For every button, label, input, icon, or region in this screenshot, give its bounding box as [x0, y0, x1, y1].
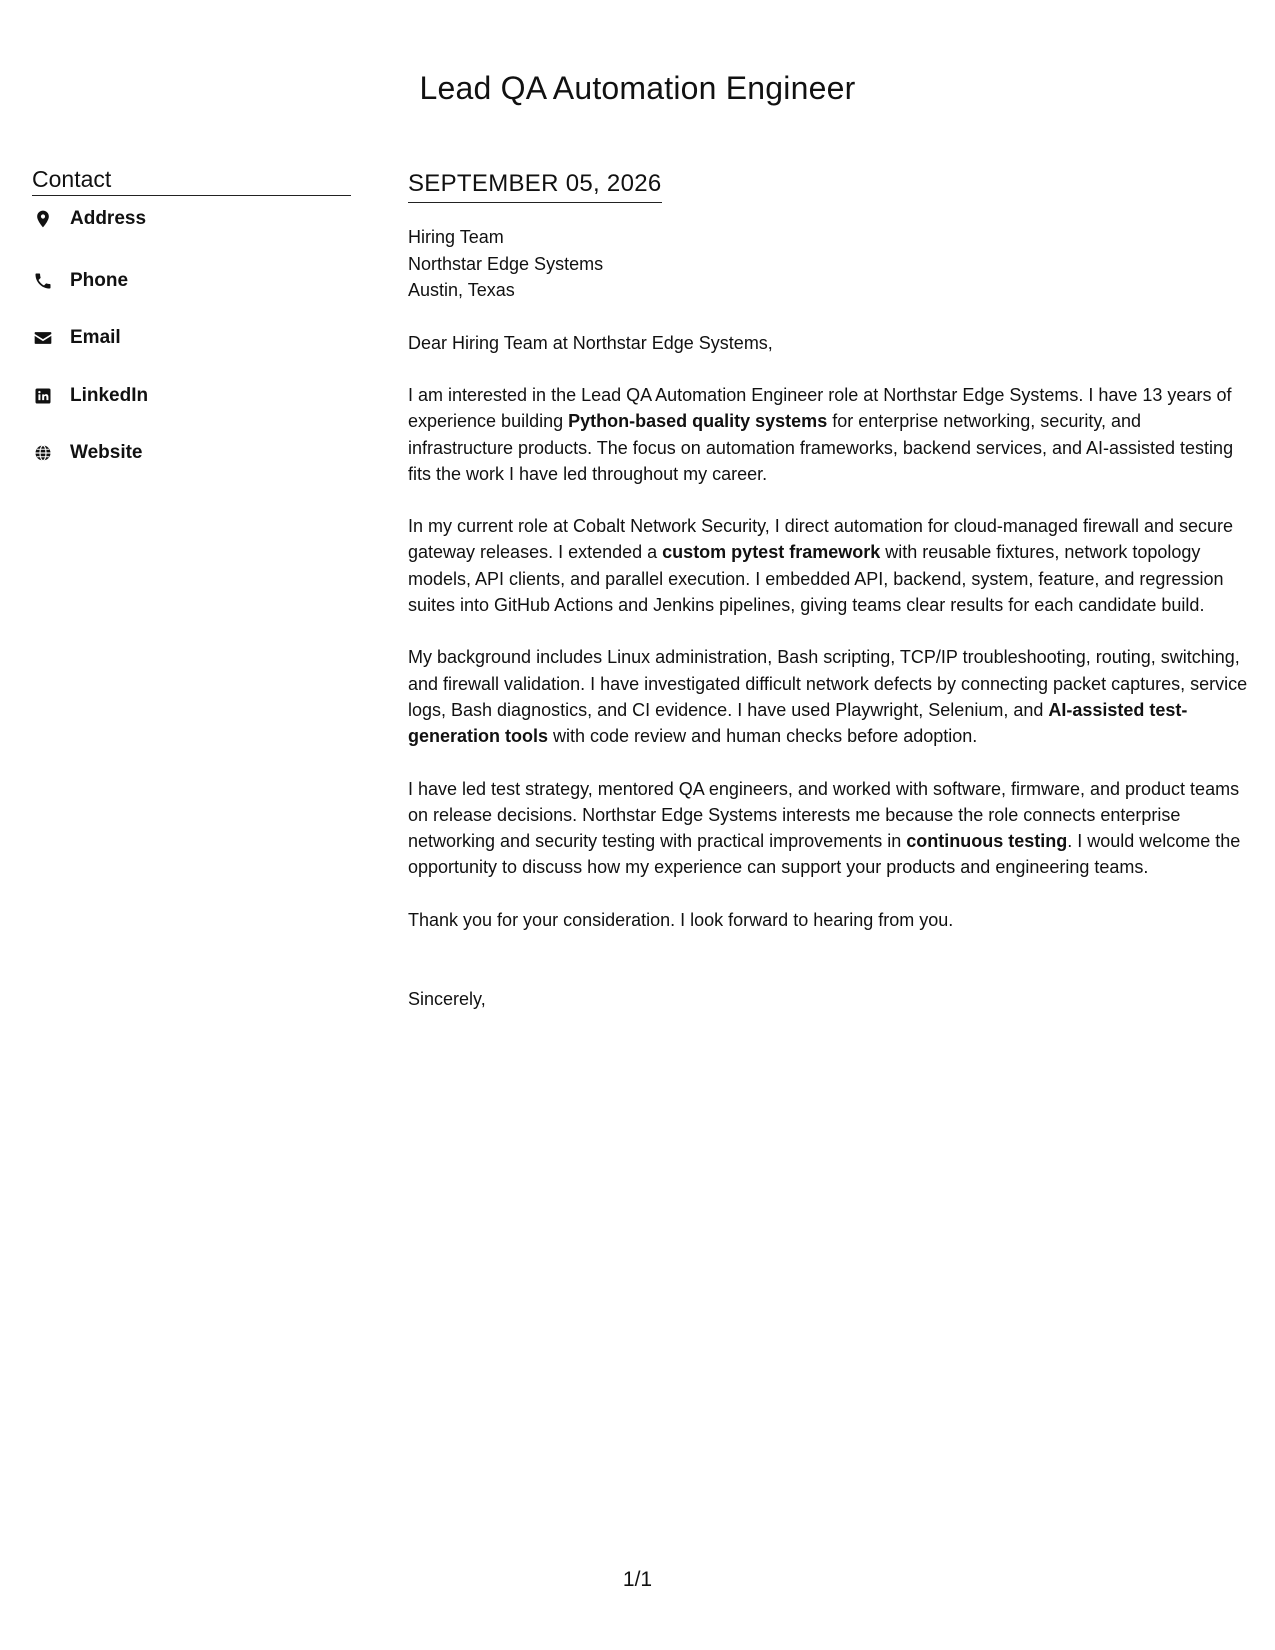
- envelope-icon: [32, 327, 54, 349]
- paragraph-text: with code review and human checks before adoption.: [548, 726, 978, 747]
- paragraph-text: Thank you for your consideration. I look forward to hearing from you.: [408, 909, 954, 930]
- body-paragraph: [408, 644, 1248, 749]
- map-pin-icon: [32, 208, 54, 230]
- recipient-line: Austin, Texas: [408, 280, 515, 300]
- emphasis-text: custom pytest framework: [662, 542, 881, 563]
- contact-sidebar: [32, 166, 351, 482]
- emphasis-text: continuous testing: [906, 831, 1068, 852]
- contact-label: LinkedIn: [70, 384, 149, 406]
- greeting: Dear Hiring Team at Northstar Edge Systems,: [408, 332, 773, 353]
- contact-label: Website: [70, 442, 143, 464]
- closing: Sincerely,: [408, 989, 486, 1010]
- contact-label: Phone: [70, 269, 129, 291]
- globe-icon: [32, 442, 54, 464]
- letter-body: [408, 170, 1248, 1012]
- body-paragraph: [408, 382, 1248, 487]
- paragraph-text: for enterprise networking, security, and infrastructure products. The focus on automation frameworks, backend services, and AI-assisted testing fits the work I have led throughout my career.: [408, 411, 1234, 484]
- paragraph-text: with reusable fixtures, network topology models, API clients, and parallel execution. I embedded API, backend, system, feature, and regression suites into GitHub Actions and Jenkins pipelines, giving teams clear results for each candidate build.: [408, 542, 1224, 616]
- paragraph-text: In my current role at Cobalt Network Security, I direct automation for cloud-managed firewall and secure gateway releases. I extended a: [408, 516, 1234, 563]
- document-title: Lead QA Automation Engineer: [419, 70, 856, 106]
- contact-item-phone[interactable]: [32, 252, 351, 310]
- contact-label: Address: [70, 208, 147, 229]
- phone-icon: [32, 270, 54, 292]
- contact-item-address[interactable]: [32, 208, 351, 252]
- contact-item-website[interactable]: [32, 425, 351, 483]
- body-paragraph: [408, 907, 1248, 933]
- recipient-line: Hiring Team: [408, 227, 504, 247]
- paragraph-text: My background includes Linux administration, Bash scripting, TCP/IP troubleshooting, routing, switching, and firewall validation. I have investigated difficult network defects by connecting packet captures, service logs, Bash diagnostics, and CI evidence. I have used Playwright, Selenium, and: [408, 647, 1248, 720]
- contact-item-email[interactable]: [32, 310, 351, 368]
- emphasis-text: AI-assisted test-generation tools: [408, 699, 1188, 747]
- letter-date: SEPTEMBER 05, 2026: [408, 170, 662, 203]
- paragraph-text: . I would welcome the opportunity to discuss how my experience can support your products and engineering teams.: [408, 831, 1241, 878]
- paragraph-text: I am interested in the Lead QA Automation Engineer role at Northstar Edge Systems. I have 13 years of experience building: [408, 385, 1232, 432]
- contact-item-linkedin[interactable]: [32, 367, 351, 425]
- emphasis-text: Python-based quality systems: [568, 411, 828, 432]
- recipient-block: [408, 224, 1248, 304]
- page-number: 1/1: [622, 1568, 653, 1591]
- contact-list: [32, 208, 351, 482]
- recipient-line: Northstar Edge Systems: [408, 253, 604, 274]
- contact-label: Email: [70, 327, 121, 349]
- body-paragraph: [408, 513, 1248, 618]
- body-paragraph: [408, 776, 1248, 881]
- contact-heading: Contact: [32, 166, 351, 196]
- paragraph-text: I have led test strategy, mentored QA engineers, and worked with software, firmware, and product teams on release decisions. Northstar Edge Systems interests me because the role connects enterprise networking and security testing with practical improvements in: [408, 778, 1240, 852]
- linkedin-icon: [32, 385, 54, 407]
